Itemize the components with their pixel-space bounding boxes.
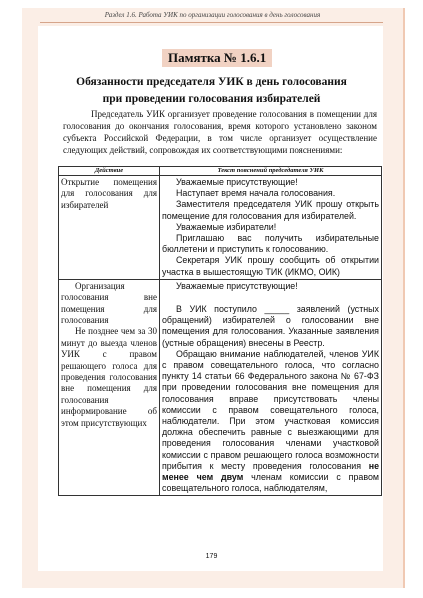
speech-line: Секретаря УИК прошу сообщить об открытии участка в вышестоящую ТИК (ИКМО, ОИК) bbox=[162, 255, 379, 277]
intro-paragraph: Председатель УИК организует проведение голосования в помещении для голосования до окончания голосования, время которого установлено законом субъекта Российской Федерации, в том числе организует осуществление следующих действий, сопровождая их соответствующими пояснениями: bbox=[63, 109, 377, 155]
action-text: Не позднее чем за 30 минут до выезда членов УИК с правом решающего голоса для проведения голосования вне помещения для голосования информирование об этом присутствующих bbox=[61, 326, 157, 428]
speech-line: Уважаемые присутствующие! bbox=[176, 280, 298, 291]
speech-line: В УИК поступило _____ заявлений (устных обращений) избирателей о голосовании вне помещения для голосования. Указанные заявления (устные обращения) внесены в Реестр. bbox=[162, 304, 379, 348]
speech-line: Уважаемые присутствующие! bbox=[176, 177, 298, 187]
speech-line: Приглашаю вас получить избирательные бюллетени и приступить к голосованию. bbox=[162, 233, 379, 255]
action-text: Организация голосования вне помещения для голосования bbox=[61, 280, 157, 326]
action-cell bbox=[59, 176, 160, 280]
header-speech: Текст пояснений председателя УИК bbox=[160, 167, 382, 176]
speech-cell bbox=[160, 176, 382, 280]
header-divider bbox=[40, 22, 383, 23]
speech-paragraph bbox=[162, 349, 379, 495]
table-row bbox=[59, 176, 382, 280]
heading-line-2: при проведении голосования избирателей bbox=[102, 93, 321, 105]
header-action: Действие bbox=[59, 167, 160, 176]
speech-line: Уважаемые избиратели! bbox=[176, 221, 277, 232]
running-header: Раздел 1.6. Работа УИК по организации голосования в день голосования bbox=[104, 11, 321, 19]
heading-line-1: Обязанности председателя УИК в день голосования bbox=[76, 76, 347, 88]
duties-table bbox=[58, 166, 382, 496]
page-number: 179 bbox=[205, 553, 218, 560]
speech-cell bbox=[160, 279, 382, 496]
action-cell bbox=[59, 279, 160, 496]
table-header-row bbox=[59, 167, 382, 176]
table-row bbox=[59, 279, 382, 496]
speech-emphasis: не менее чем двум bbox=[162, 460, 380, 483]
document-heading bbox=[40, 74, 383, 108]
speech-text: членам комиссии с правом совещательного голоса, наблюдателям, bbox=[162, 472, 379, 494]
speech-text: Обращаю внимание наблюдателей, членов УИК с правом совещательного голоса, что согласно пункту 14 статьи 66 Федерального закона № 67-ФЗ при проведении голосования вне помещения для голосования вправе присутствовать члены комиссии с правом совещательного голоса, наблюдатели. При этом участковая комиссия должна обеспечить равные с выезжающими для проведения голосования членами участковой комиссии с правом решающего голоса возможности прибытия к месту проведения голосования bbox=[162, 348, 379, 471]
memo-title: Памятка № 1.6.1 bbox=[162, 49, 272, 67]
action-text: Открытие помещения для голосования для избирателей bbox=[61, 177, 157, 210]
speech-line: Наступает время начала голосования. bbox=[176, 188, 336, 199]
speech-line: Заместителя председателя УИК прошу открыть помещение для голосования для избирателей. bbox=[162, 199, 379, 221]
